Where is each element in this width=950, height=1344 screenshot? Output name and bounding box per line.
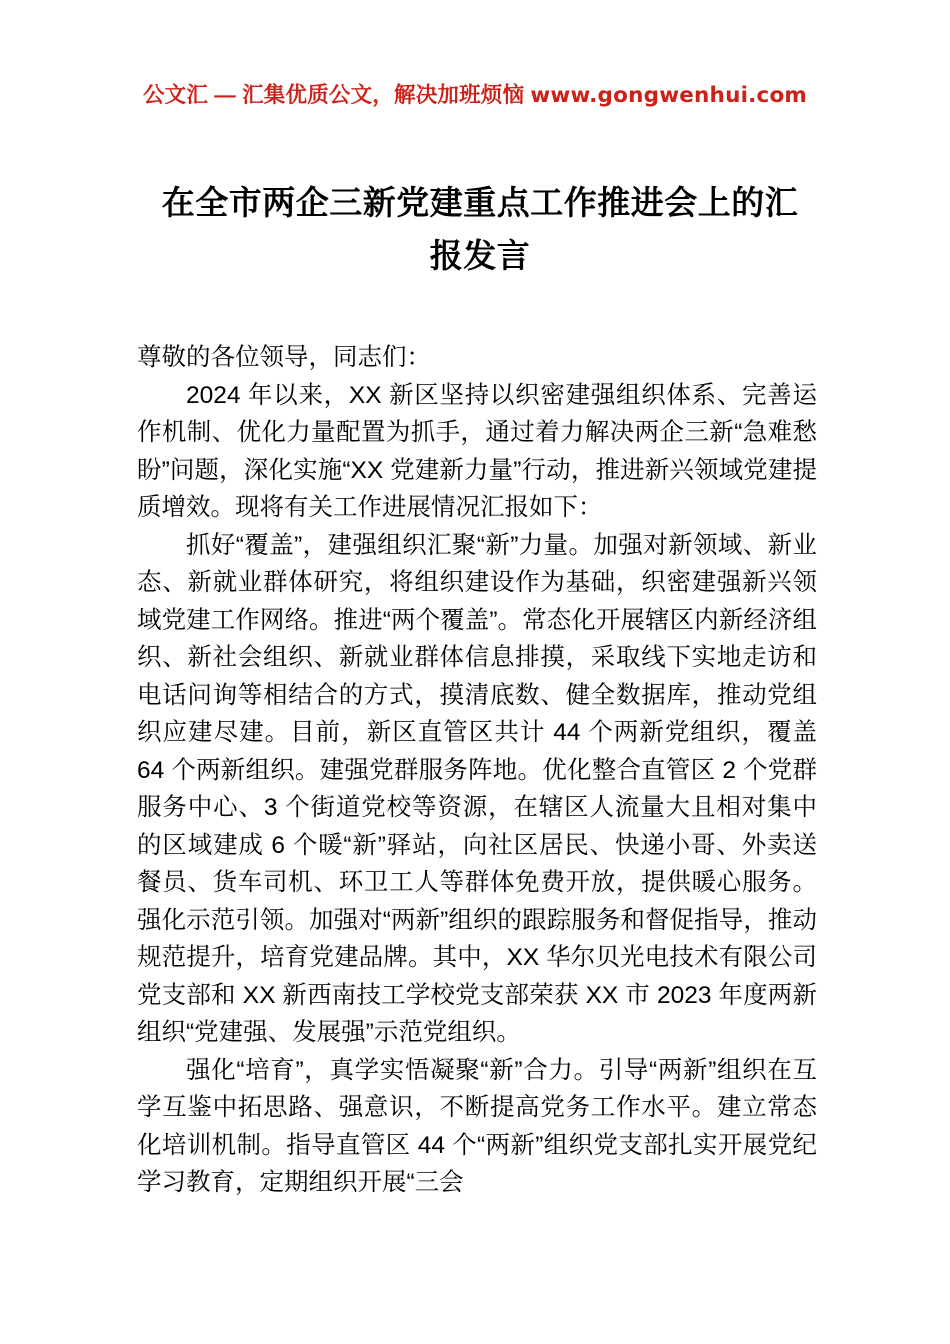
- paragraph-1: 2024 年以来，XX 新区坚持以织密建强组织体系、完善运作机制、优化力量配置为抓手，通过着力解决两企三新“急难愁盼”问题，深化实施“XX 党建新力量”行动，推进新兴领域党建提质增效。现将有关工作进展情况汇报如下：: [137, 381, 817, 521]
- site-watermark: [0, 78, 950, 109]
- document-title: 在全市两企三新党建重点工作推进会上的汇报发言: [161, 184, 799, 275]
- paragraph-3: 强化“培育”，真学实悟凝聚“新”合力。引导“两新”组织在互学互鉴中拓思路、强意识，不断提高党务工作水平。建立常态化培训机制。指导直管区 44 个“两新”组织党支部扎实开展党纪学习教育，定期组织开展“三会: [137, 1056, 817, 1196]
- watermark-url: www.gongwenhui.com: [530, 83, 808, 108]
- paragraph-2: 抓好“覆盖”，建强组织汇聚“新”力量。加强对新领域、新业态、新就业群体研究，将组织建设作为基础，织密建强新兴领域党建工作网络。推进“两个覆盖”。常态化开展辖区内新经济组织、新社会组织、新就业群体信息排摸，采取线下实地走访和电话问询等相结合的方式，摸清底数、健全数据库，推动党组织应建尽建。目前，新区直管区共计 44 个两新党组织，覆盖 64 个两新组织。建强党群服务阵地。优化整合直管区 2 个党群服务中心、3 个街道党校等资源，在辖区人流量大且相对集中的区域建成 6 个暖“新”驿站，向社区居民、快递小哥、外卖送餐员、货车司机、环卫工人等群体免费开放，提供暖心服务。强化示范引领。加强对“两新”组织的跟踪服务和督促指导，推动规范提升，培育党建品牌。其中，XX 华尔贝光电技术有限公司党支部和 XX 新西南技工学校党支部荣获 XX 市 2023 年度两新组织“党建强、发展强”示范党组织。: [137, 531, 817, 1046]
- watermark-text: 公文汇 — 汇集优质公文，解决加班烦恼: [142, 83, 531, 107]
- salutation: 尊敬的各位领导，同志们：: [137, 344, 431, 371]
- document-body: [137, 339, 817, 1202]
